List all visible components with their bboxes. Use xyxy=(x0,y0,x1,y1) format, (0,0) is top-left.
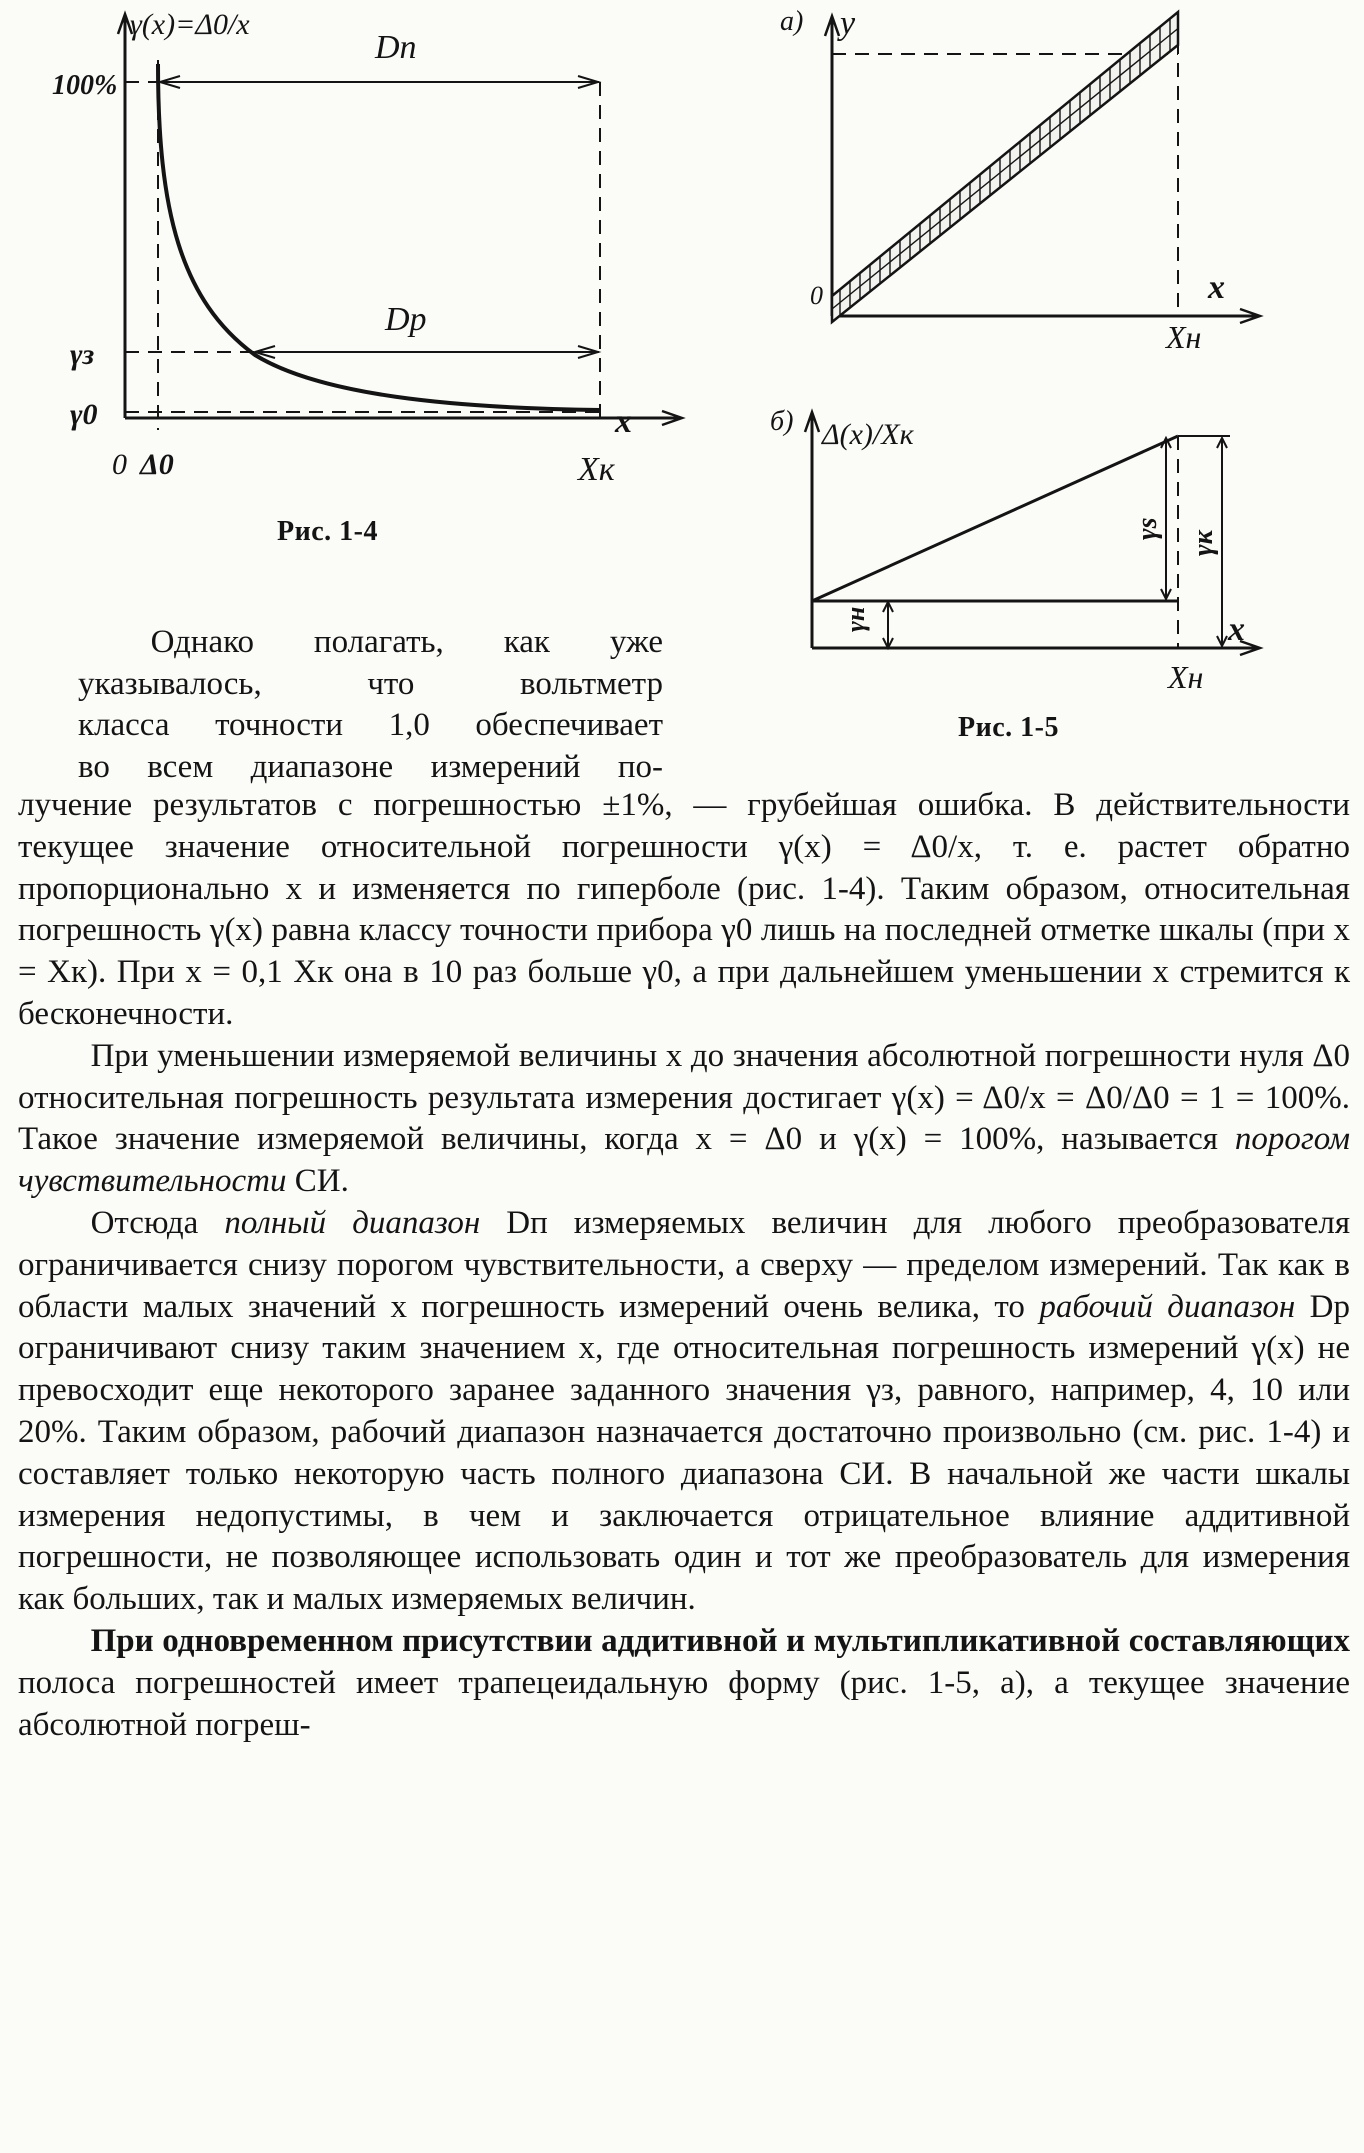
paragraph-4 xyxy=(18,1621,1350,1746)
fig4-y-label: γ(x)=Δ0/x xyxy=(130,8,250,41)
figure-1-5-plot xyxy=(770,0,1360,700)
b-gamma-line xyxy=(812,436,1178,601)
fig4-origin: 0 xyxy=(112,448,127,481)
fig5-b-y: Δ(x)/Xк xyxy=(822,418,914,451)
wrap-line-1: Однако полагать, как уже xyxy=(150,624,663,660)
fig5-b-label: б) xyxy=(770,406,794,437)
paragraph-1: лучение результатов с погрешностью ±1%, — грубейшая ошибка. В действительности текущее значение относительной погрешности γ(x) = Δ0/x, т. е. растет обратно пропорционально x и изменяется по гиперболе (рис. 1-4). Таким образом, относительная погрешность γ(x) равна классу точности прибора γ0 лишь на последней отметке шкалы (при x = Xк). При x = 0,1 Xк она в 10 раз больше γ0, а при дальнейшем уменьшении x стремится к бесконечности. xyxy=(18,787,1350,1032)
main-text xyxy=(18,785,1350,1746)
fig5-a-x: x xyxy=(1208,269,1225,306)
p4-text: полоса погрешностей имеет трапецеидальную форму (рис. 1-5, а), а текущее значение абсолютной погреш- xyxy=(18,1664,1350,1743)
paragraph-3 xyxy=(18,1203,1350,1621)
fig4-dp: Dп xyxy=(375,29,417,66)
figure-1-4-caption: Рис. 1-4 xyxy=(277,516,378,547)
fig5-a-origin: 0 xyxy=(810,281,823,310)
figure-1-5-caption: Рис. 1-5 xyxy=(958,712,1059,743)
wrap-line-3: класса точности 1,0 обеспечивает xyxy=(78,707,663,743)
p2-text-b: СИ. xyxy=(294,1163,349,1200)
figure-1-4-plot xyxy=(30,0,690,490)
wrap-line-2: указывалось, что вольтметр xyxy=(78,665,663,702)
p2-term: порогом чувствительности xyxy=(18,1121,1351,1200)
paragraph-2 xyxy=(18,1036,1350,1203)
fig4-gamma-z: γз xyxy=(70,338,95,371)
fig5-b-gamma-n: γн xyxy=(841,606,870,632)
p3-text-b: Dп измеряемых величин для любого преобразователя ограничивается снизу порогом чувствительности, а сверху — пределом измерений. Так как в области малых значений x погрешность измерений очень велика, то xyxy=(18,1204,1350,1325)
p3-text-a: Отсюда xyxy=(90,1204,199,1241)
fig4-100pct: 100% xyxy=(52,70,118,101)
p3-term-1: полный диапазон xyxy=(224,1204,481,1241)
fig5-b-gamma-k: γк xyxy=(1188,530,1219,556)
wrap-line-4: во всем диапазоне измерений по- xyxy=(78,748,663,785)
p3-term-2: рабочий диапазон xyxy=(1039,1288,1296,1325)
fig4-dr: Dр xyxy=(385,301,427,338)
fig4-delta0: Δ0 xyxy=(140,448,174,481)
figure-1-5 xyxy=(770,0,1360,700)
wrapped-paragraph-start xyxy=(78,622,663,788)
a-error-band xyxy=(832,12,1178,322)
fig4-xk: Xк xyxy=(578,451,615,488)
fig4-gamma-0: γ0 xyxy=(70,398,98,431)
hyperbola-curve xyxy=(158,64,600,410)
figure-1-4 xyxy=(30,0,690,490)
fig5-b-x: x xyxy=(1228,611,1245,648)
fig5-a-xn: Xн xyxy=(1166,319,1202,355)
fig4-x-label: x xyxy=(615,403,632,440)
p4-bold: При одновременном присутствии аддитивной и мультипликативной составляющих xyxy=(90,1622,1350,1659)
p2-text-a: При уменьшении измеряемой величины x до значения абсолютной погрешности нуля Δ0 относительная погрешность результата измерения достигает γ(x) = Δ0/x = Δ0/Δ0 = 1 = 100%. Такое значение измеряемой величины, когда x = Δ0 и γ(x) = 100%, называется xyxy=(18,1037,1350,1158)
fig5-a-label: а) xyxy=(780,6,804,37)
fig5-b-xn: Xн xyxy=(1168,659,1204,695)
p3-text-c: Dр ограничивают снизу таким значением x, где относительная погрешность измерений γ(x) не превосходит еще некоторого заранее заданного значения γз, равного, например, 4, 10 или 20%. Таким образом, рабочий диапазон назначается достаточно произвольно (см. рис. 1-4) и составляет только некоторую часть полного диапазона СИ. В начальной же части шкалы измерения недопустимы, в чем и заключается отрицательное влияние аддитивной погрешности, не позволяющее использовать один и тот же преобразователь для измерения как больших, так и малых измеряемых величин. xyxy=(18,1288,1351,1618)
fig5-b-gamma-s: γs xyxy=(1132,517,1163,540)
fig5-a-y: y xyxy=(840,5,856,42)
